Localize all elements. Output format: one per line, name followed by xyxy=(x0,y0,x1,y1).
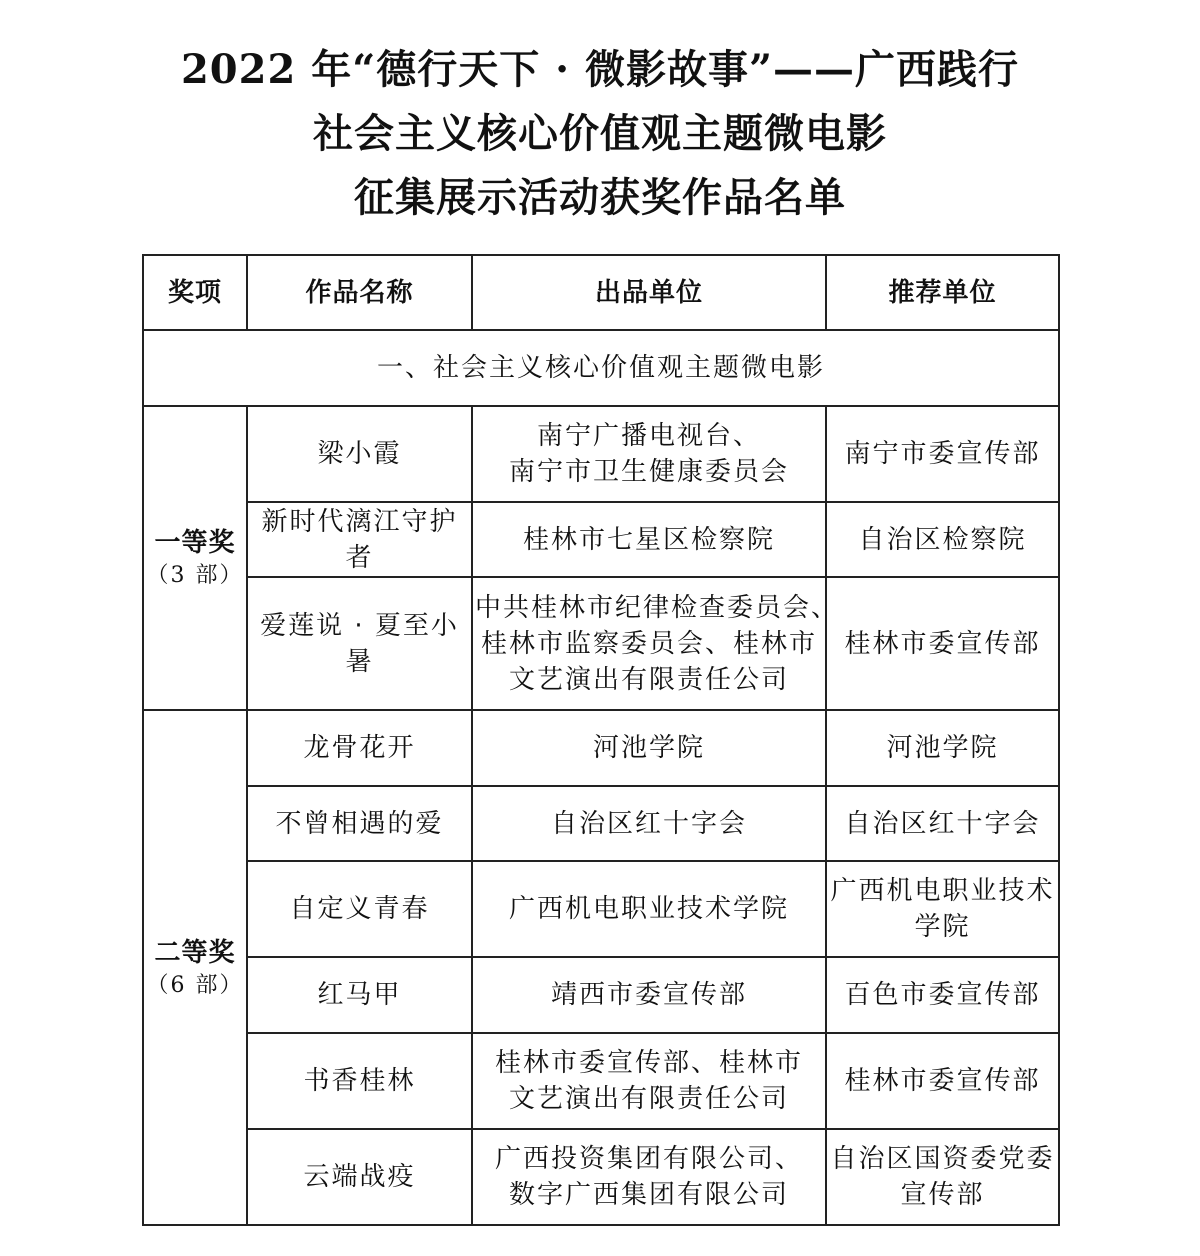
work-name: 爱莲说 · 夏至小暑 xyxy=(247,577,472,710)
table-row xyxy=(143,406,1059,502)
award-name: 二等奖 xyxy=(154,937,236,968)
producer: 桂林市委宣传部、桂林市 文艺演出有限责任公司 xyxy=(472,1033,826,1129)
producer: 广西投资集团有限公司、 数字广西集团有限公司 xyxy=(472,1129,826,1225)
producer: 广西机电职业技术学院 xyxy=(472,861,826,957)
table-row xyxy=(143,957,1059,1033)
award-table xyxy=(142,254,1060,1226)
recommender: 自治区国资委党委 宣传部 xyxy=(826,1129,1059,1225)
table-row xyxy=(143,786,1059,861)
title-line-3: 征集展示活动获奖作品名单 xyxy=(354,174,846,221)
document-title xyxy=(0,38,1200,230)
award-count: （3 部） xyxy=(146,563,244,588)
recommender: 百色市委宣传部 xyxy=(826,957,1059,1033)
table-row xyxy=(143,502,1059,577)
recommender: 自治区红十字会 xyxy=(826,786,1059,861)
header-row xyxy=(143,255,1059,330)
recommender: 自治区检察院 xyxy=(826,502,1059,577)
table-row xyxy=(143,710,1059,786)
table-row xyxy=(143,1129,1059,1225)
title-line-2: 社会主义核心价值观主题微电影 xyxy=(313,110,887,157)
work-name: 龙骨花开 xyxy=(247,710,472,786)
section-row xyxy=(143,330,1059,406)
recommender: 桂林市委宣传部 xyxy=(826,1033,1059,1129)
producer: 河池学院 xyxy=(472,710,826,786)
producer: 中共桂林市纪律检查委员会、 桂林市监察委员会、桂林市 文艺演出有限责任公司 xyxy=(472,577,826,710)
header-producer: 出品单位 xyxy=(472,255,826,330)
award-name: 一等奖 xyxy=(154,528,236,558)
header-work-name: 作品名称 xyxy=(247,255,472,330)
table-row xyxy=(143,1033,1059,1129)
producer: 靖西市委宣传部 xyxy=(472,957,826,1033)
work-name: 自定义青春 xyxy=(247,861,472,957)
header-recommender: 推荐单位 xyxy=(826,255,1059,330)
table-row xyxy=(143,861,1059,957)
work-name: 新时代漓江守护者 xyxy=(247,502,472,577)
award-first-prize xyxy=(143,406,247,710)
recommender: 广西机电职业技术 学院 xyxy=(826,861,1059,957)
producer: 自治区红十字会 xyxy=(472,786,826,861)
award-count: （6 部） xyxy=(146,972,244,998)
recommender: 南宁市委宣传部 xyxy=(826,406,1059,502)
recommender: 桂林市委宣传部 xyxy=(826,577,1059,710)
title-line-1: 2022 年“德行天下 · 微影故事”——广西践行 xyxy=(180,46,1020,93)
section-title: 一、社会主义核心价值观主题微电影 xyxy=(143,330,1059,406)
work-name: 云端战疫 xyxy=(247,1129,472,1225)
producer: 南宁广播电视台、 南宁市卫生健康委员会 xyxy=(472,406,826,502)
work-name: 梁小霞 xyxy=(247,406,472,502)
table-row xyxy=(143,577,1059,710)
work-name: 红马甲 xyxy=(247,957,472,1033)
work-name: 不曾相遇的爱 xyxy=(247,786,472,861)
work-name: 书香桂林 xyxy=(247,1033,472,1129)
producer: 桂林市七星区检察院 xyxy=(472,502,826,577)
award-second-prize xyxy=(143,710,247,1225)
header-award: 奖项 xyxy=(143,255,247,330)
recommender: 河池学院 xyxy=(826,710,1059,786)
